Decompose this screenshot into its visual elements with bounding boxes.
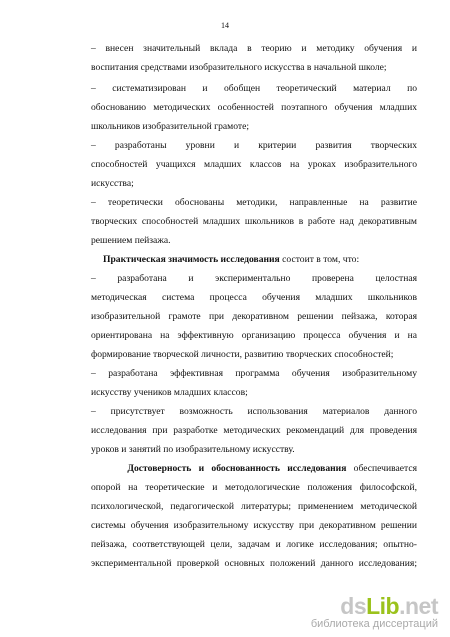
dslib-logo: dsLib.net [340,593,438,619]
text-line: – разработана эффективная программа обучения изобразительному [91,368,417,379]
text-line: пейзажа, соответствующей цели, задачам и логике исследования; опытно- [91,539,417,550]
text-line: экспериментальной проверкой основных положений данного исследования; [91,558,417,569]
text-line: психологической, педагогической литературы; применением методической [91,501,417,512]
text-line: способностей учащихся младших классов на уроках изобразительного [91,159,417,170]
page-number: 14 [221,21,229,30]
text-line: – систематизирован и обобщен теоретический материал по [91,83,417,94]
text-line: формирование творческой личности, развитию творческих способностей; [91,349,394,360]
text-line: школьников изобразительной грамоте; [91,121,250,132]
text-line: системы обучения изобразительному искусству при декоративном решении [91,520,417,531]
text-line: – присутствует возможность использования материалов данного [91,406,417,417]
text-line: решением пейзажа. [91,235,171,246]
practical-significance-line [91,253,417,267]
reliability-heading: Достоверность и обоснованность исследования [127,463,347,474]
reliability-line [91,462,417,476]
reliability-rest: обеспечивается [346,463,418,474]
text-line: воспитания средствами изобразительного искусства в начальной школе; [91,62,387,73]
text-line: – разработана и экспериментально проверена целостная [91,273,417,284]
text-line: – внесен значительный вклада в теорию и методику обучения и [91,43,417,54]
text-line: искусству учеников младших классов; [91,387,248,398]
text-line: изобразительной грамоте при декоративном решении пейзажа, которая [91,311,417,322]
practical-significance-rest: состоит в том, что: [279,254,360,265]
dslib-caption: библиотека диссертаций [310,618,438,630]
text-line: исследования при разработке методических рекомендаций для проведения [91,425,417,436]
text-line: обоснованию методических особенностей поэтапного обучения младших [91,102,417,113]
text-line: творческих способностей младших школьников в работе над декоративным [91,216,417,227]
text-line: опорой на теоретические и методологические положения философской, [91,482,417,493]
text-line: – теоретически обоснованы методики, направленные на развитие [91,197,417,208]
practical-significance-heading: Практическая значимость исследования [103,254,280,265]
text-line: ориентирована на эффективную организацию процесса обучения и на [91,330,417,341]
text-line: искусства; [91,178,134,189]
text-line: – разработаны уровни и критерии развития творческих [91,140,417,151]
text-line: уроков и занятий по изобразительному искусству. [91,444,295,455]
text-line: методическая система процесса обучения младших школьников [91,292,417,303]
dslib-watermark [308,594,438,631]
